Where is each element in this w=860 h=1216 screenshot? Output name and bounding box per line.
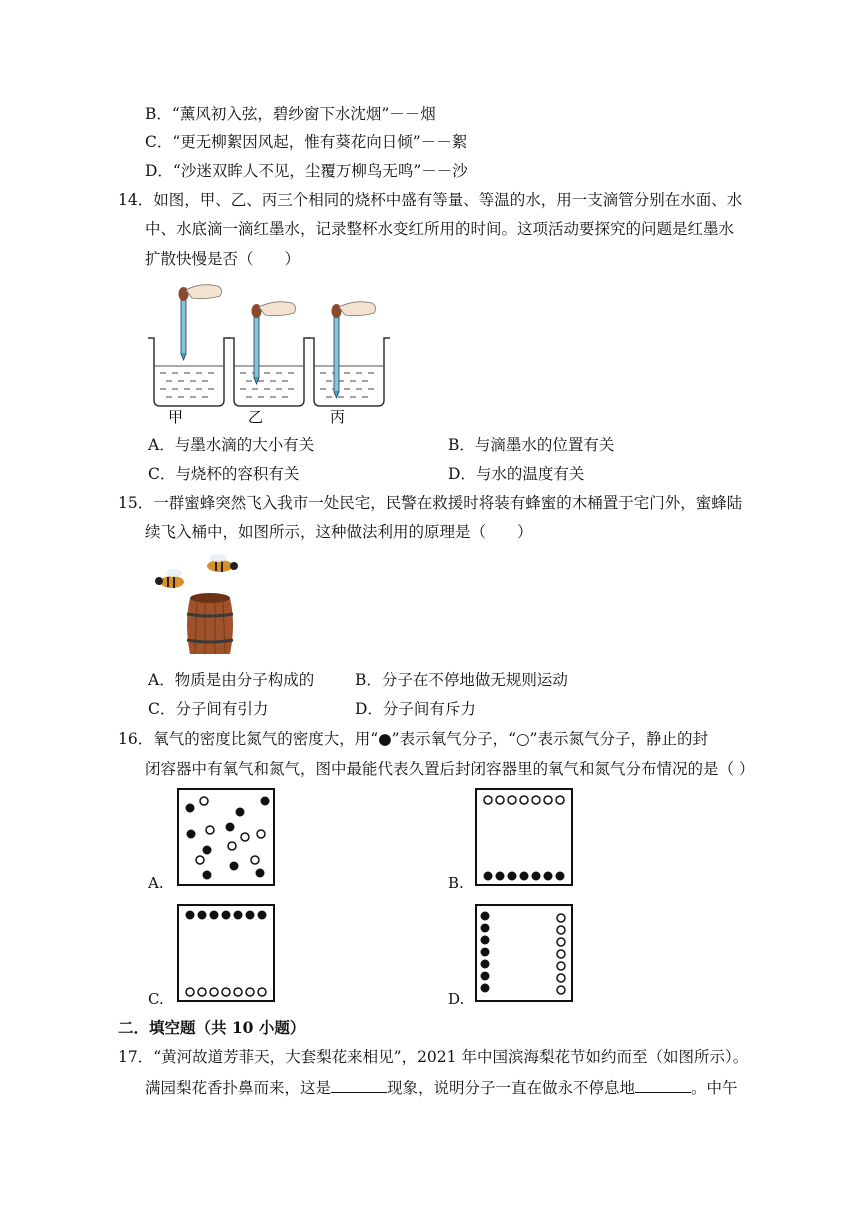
q17-stem-line-1: 17．“黄河故道芳菲天，大套梨花来相见”，2021 年中国滨海梨花节如约而至（如图所示）。 <box>118 1048 749 1066</box>
prev-option-b: B．“薰风初入弦，碧纱窗下水沈烟”－－烟 <box>145 105 436 123</box>
q14-stem-line-1: 14．如图，甲、乙、丙三个相同的烧杯中盛有等量、等温的水，用一支滴管分别在水面、水 <box>118 191 743 209</box>
q15-option-b[interactable]: B．分子在不停地做无规则运动 <box>355 671 568 689</box>
q17-blank-1[interactable] <box>331 1078 387 1093</box>
beaker-bing <box>308 302 390 406</box>
bee-icon <box>155 569 184 588</box>
q17-text-b: 现象，说明分子一直在做永不停息地 <box>387 1079 636 1097</box>
q14-option-c[interactable]: C．与烧杯的容积有关 <box>148 465 300 483</box>
bee-icon <box>207 554 238 572</box>
q17-text-c: 。中午 <box>691 1079 738 1097</box>
q16-option-d-label[interactable]: D. <box>448 990 465 1008</box>
q14-option-d[interactable]: D．与水的温度有关 <box>448 465 585 483</box>
q15-option-c[interactable]: C．分子间有引力 <box>148 700 269 718</box>
q15-stem-line-1: 15．一群蜜蜂突然飞入我市一处民宅，民警在救援时将装有蜂蜜的木桶置于宅门外，蜜蜂陆 <box>118 494 743 512</box>
q17-text-a: 满园梨花香扑鼻而来，这是 <box>145 1079 332 1097</box>
q14-stem-line-2: 中、水底滴一滴红墨水，记录整杯水变红所用的时间。这项活动要探究的问题是红墨水 <box>145 220 735 238</box>
q14-stem-line-3: 扩散快慢是否（ ） <box>145 250 301 268</box>
barrel-icon <box>187 593 233 654</box>
q14-beakers-figure <box>140 280 390 430</box>
q17-stem-line-2 <box>145 1077 738 1099</box>
q16-option-c-label[interactable]: C. <box>148 990 164 1008</box>
q14-option-b[interactable]: B．与滴墨水的位置有关 <box>448 436 615 454</box>
section-2-title: 二．填空题（共 10 小题） <box>118 1018 306 1037</box>
q17-blank-2[interactable] <box>635 1078 691 1093</box>
q16-option-b-label[interactable]: B. <box>448 874 464 892</box>
q16-option-a-box[interactable] <box>177 788 275 886</box>
beaker-jia <box>148 285 230 406</box>
q15-bees-barrel-figure <box>150 554 250 660</box>
beaker-yi <box>228 302 310 406</box>
q16-option-d-box[interactable] <box>475 904 573 1002</box>
beaker-label-yi: 乙 <box>248 408 264 426</box>
q16-stem-line-2: 闭容器中有氧气和氮气，图中最能代表久置后封闭容器里的氧气和氮气分布情况的是（ ） <box>145 760 755 778</box>
q15-option-d[interactable]: D．分子间有斥力 <box>355 700 476 718</box>
q16-option-c-box[interactable] <box>177 904 275 1002</box>
q15-stem-line-2: 续飞入桶中，如图所示，这种做法利用的原理是（ ） <box>145 523 533 541</box>
beaker-label-jia: 甲 <box>168 408 184 426</box>
q16-stem-line-1: 16．氧气的密度比氮气的密度大，用“●”表示氧气分子，“○”表示氮气分子，静止的封 <box>118 730 708 748</box>
q16-option-a-label[interactable]: A. <box>148 874 164 892</box>
q14-option-a[interactable]: A．与墨水滴的大小有关 <box>148 436 315 454</box>
prev-option-c: C．“更无柳絮因风起，惟有葵花向日倾”－－絮 <box>145 133 468 151</box>
beaker-label-bing: 丙 <box>330 408 346 426</box>
prev-option-d: D．“沙迷双眸人不见，尘覆万柳鸟无鸣”－－沙 <box>145 162 468 180</box>
q16-option-b-box[interactable] <box>475 788 573 886</box>
q15-option-a[interactable]: A．物质是由分子构成的 <box>148 671 315 689</box>
